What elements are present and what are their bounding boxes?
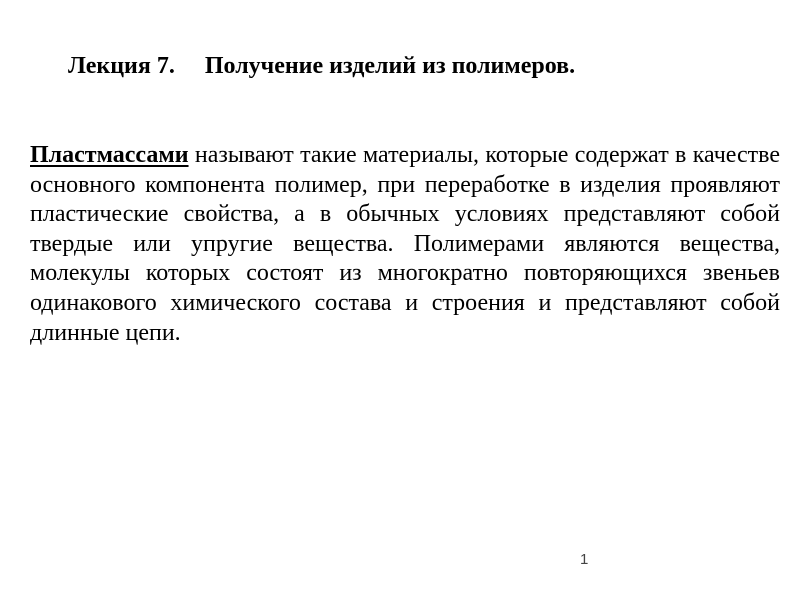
body-paragraph (30, 141, 780, 348)
body-text: называют такие материалы, которые содержат в качестве основного компонента полимер, при переработке в изделия проявляют пластические свойства, а в обычных условиях представляют собой твердые или упругие вещества. Полимерами являются вещества, молекулы которых состоят из многократно повторяющихся звеньев одинакового химического состава и строения и представляют собой длинные цепи. (30, 142, 780, 346)
page-number: 1 (580, 551, 589, 568)
lecture-topic: Получение изделий из полимеров. (204, 53, 576, 79)
slide-title (68, 51, 575, 81)
defined-term: Пластмассами (30, 142, 189, 168)
lecture-number: Лекция 7. (68, 53, 175, 79)
